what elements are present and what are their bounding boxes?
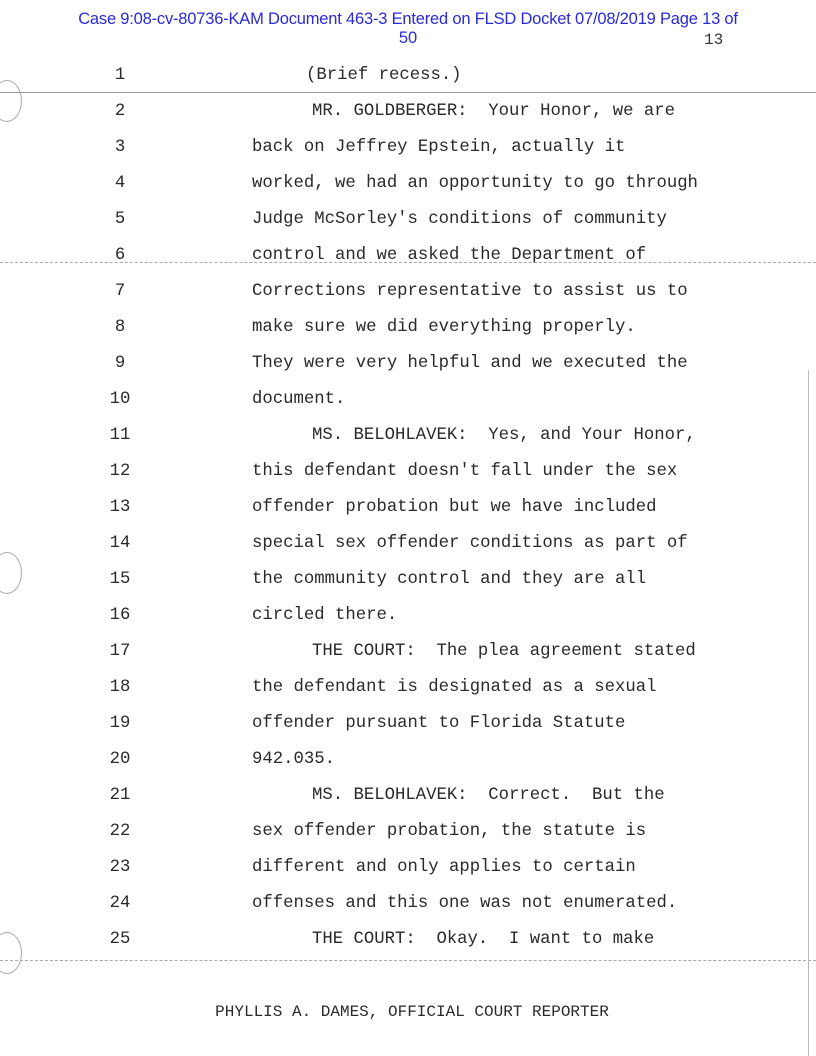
transcript-line [0, 424, 816, 448]
transcript-line [0, 280, 816, 304]
line-number: 16 [109, 606, 131, 625]
transcript-line [0, 568, 816, 592]
transcript-line [0, 748, 816, 772]
transcript-line [0, 712, 816, 736]
line-number: 21 [109, 786, 131, 805]
transcript-line [0, 136, 816, 160]
line-number: 11 [109, 426, 131, 445]
line-number: 20 [109, 750, 131, 769]
line-text: MS. BELOHLAVEK: Yes, and Your Honor, [312, 426, 696, 445]
line-text: the defendant is designated as a sexual [252, 678, 657, 697]
line-number: 8 [114, 318, 126, 337]
line-text: Corrections representative to assist us to [252, 282, 688, 301]
line-text: different and only applies to certain [252, 858, 636, 877]
line-number: 9 [114, 354, 126, 373]
line-text: 942.035. [252, 750, 335, 769]
line-number: 12 [109, 462, 131, 481]
line-number: 13 [109, 498, 131, 517]
transcript-line [0, 532, 816, 556]
line-text: special sex offender conditions as part of [252, 534, 688, 553]
line-number: 5 [114, 210, 126, 229]
transcript-line [0, 352, 816, 376]
line-text: They were very helpful and we executed the [252, 354, 688, 373]
docket-header-page-total: 50 [398, 29, 418, 47]
line-text: THE COURT: The plea agreement stated [312, 642, 696, 661]
transcript-line [0, 856, 816, 880]
transcript-line [0, 640, 816, 664]
line-text: Judge McSorley's conditions of community [252, 210, 667, 229]
line-text: circled there. [252, 606, 398, 625]
line-number: 6 [114, 246, 126, 265]
line-number: 14 [109, 534, 131, 553]
transcript-line [0, 676, 816, 700]
line-text: control and we asked the Department of [252, 246, 647, 265]
line-text: back on Jeffrey Epstein, actually it [252, 138, 626, 157]
divider [0, 960, 816, 961]
transcript-line [0, 460, 816, 484]
transcript-line [0, 172, 816, 196]
transcript-line [0, 928, 816, 952]
divider [0, 92, 816, 93]
line-text: this defendant doesn't fall under the sex [252, 462, 678, 481]
line-text: MR. GOLDBERGER: Your Honor, we are [312, 102, 675, 121]
line-number: 22 [109, 822, 131, 841]
docket-header: Case 9:08-cv-80736-KAM Document 463-3 Entered on FLSD Docket 07/08/2019 Page 13 of [78, 10, 738, 28]
line-number: 2 [114, 102, 126, 121]
line-number: 19 [109, 714, 131, 733]
transcript-line [0, 784, 816, 808]
transcript-line [0, 892, 816, 916]
line-text: (Brief recess.) [306, 66, 462, 85]
transcript-line [0, 496, 816, 520]
line-number: 1 [114, 66, 126, 85]
line-text: document. [252, 390, 346, 409]
line-number: 7 [114, 282, 126, 301]
transcript-line [0, 208, 816, 232]
transcript-line [0, 100, 816, 124]
line-number: 10 [109, 390, 131, 409]
line-text: sex offender probation, the statute is [252, 822, 647, 841]
transcript-line [0, 604, 816, 628]
line-number: 23 [109, 858, 131, 877]
line-number: 4 [114, 174, 126, 193]
transcript-line [0, 244, 816, 268]
line-text: offender probation but we have included [252, 498, 657, 517]
transcript-line [0, 64, 816, 88]
line-number: 15 [109, 570, 131, 589]
line-number: 17 [109, 642, 131, 661]
line-text: offender pursuant to Florida Statute [252, 714, 626, 733]
line-text: offenses and this one was not enumerated. [252, 894, 678, 913]
reporter-footer: PHYLLIS A. DAMES, OFFICIAL COURT REPORTER [215, 1003, 609, 1021]
line-text: the community control and they are all [252, 570, 647, 589]
transcript-line [0, 316, 816, 340]
transcript-line [0, 820, 816, 844]
line-number: 18 [109, 678, 131, 697]
line-number: 25 [109, 930, 131, 949]
line-number: 3 [114, 138, 126, 157]
transcript-page-number: 13 [704, 31, 724, 49]
line-text: THE COURT: Okay. I want to make [312, 930, 655, 949]
line-number: 24 [109, 894, 131, 913]
line-text: MS. BELOHLAVEK: Correct. But the [312, 786, 665, 805]
line-text: make sure we did everything properly. [252, 318, 636, 337]
transcript-line [0, 388, 816, 412]
line-text: worked, we had an opportunity to go through [252, 174, 698, 193]
